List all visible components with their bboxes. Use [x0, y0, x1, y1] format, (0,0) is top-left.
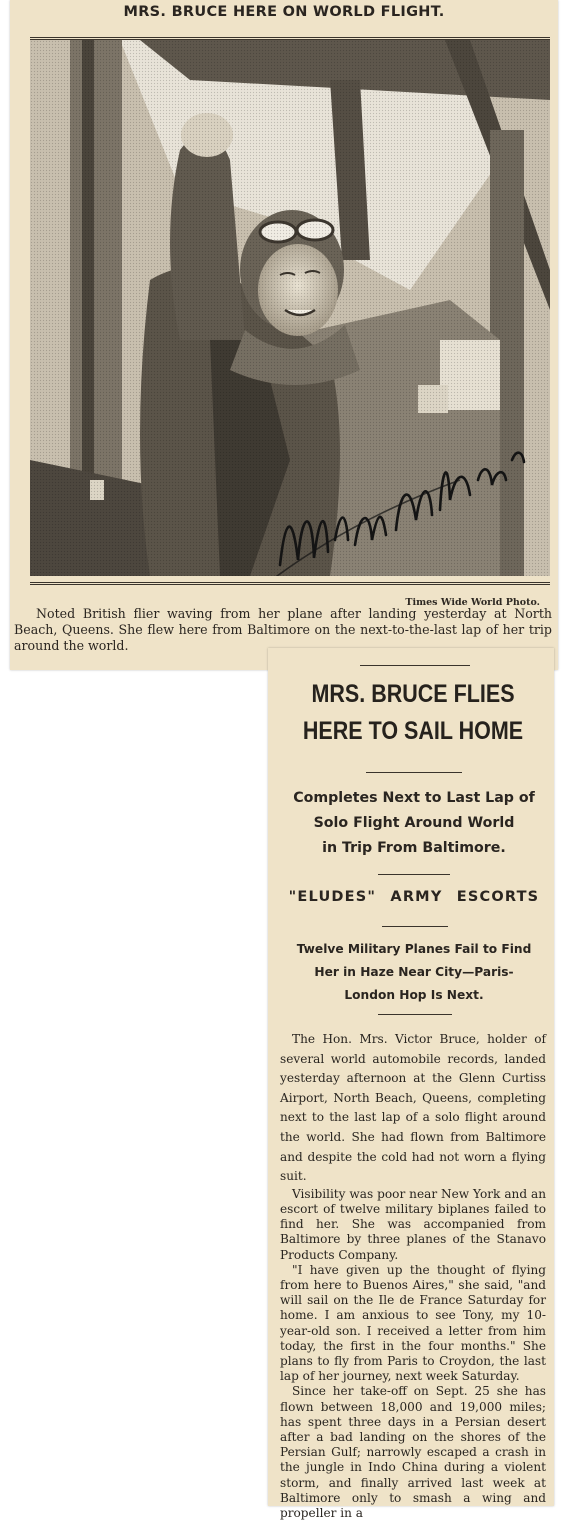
deck-line: Solo Flight Around World [313, 815, 515, 831]
article-deck [276, 786, 552, 861]
article-paragraph: Since her take-off on Sept. 25 she has flown between 18,000 and 19,000 miles; has spent three days in a Persian desert after a bad landing on the shores of the Persian Gulf; narrowly escaped a crash in the jungle in Indo China during a violent storm, and finally arrived last week at Baltimore only to smash a wing and propeller in a [280, 1384, 546, 1521]
divider-rule [378, 874, 450, 875]
divider-rule [360, 665, 470, 666]
headline-line: HERE TO SAIL HOME [302, 717, 524, 745]
headline-line: MRS. BRUCE FLIES [311, 680, 515, 708]
deck-line: in Trip From Baltimore. [322, 840, 506, 856]
divider-rule [366, 772, 462, 773]
article-body [280, 1030, 546, 1521]
article-paragraph: Visibility was poor near New York and an escort of twelve military biplanes failed to find her. She was accompanied from Baltimore by three planes of the Stanavo Products Company. [280, 1186, 546, 1262]
subdeck-line: Twelve Military Planes Fail to Find [296, 942, 532, 956]
article-paragraph: The Hon. Mrs. Victor Bruce, holder of several world automobile records, landed yesterday afternoon at the Glenn Curtiss Airport, North Beach, Queens, completing next to the last lap of a solo flight around the world. She had flown from Baltimore and despite the cold had not worn a flying suit. [280, 1032, 546, 1184]
divider-rule [378, 1014, 452, 1015]
deck-line: Completes Next to Last Lap of [293, 790, 535, 806]
subdeck-line: Her in Haze Near City—Paris- [314, 965, 514, 979]
news-photo [30, 37, 550, 585]
divider-rule [382, 926, 448, 927]
article-crosshead: "ELUDES" ARMY ESCORTS [288, 889, 540, 905]
photo-headline: MRS. BRUCE HERE ON WORLD FLIGHT. [123, 4, 445, 20]
photo-credit: Times Wide World Photo. [405, 597, 540, 608]
article-subdeck [278, 938, 550, 1007]
article-headline [292, 676, 535, 750]
article-paragraph: "I have given up the thought of flying from here to Buenos Aires," she said, "and will sail on the Ile de France Saturday for home. I am anxious to see Tony, my 10-year-old son. I received a letter from him today, the first in the four months." She plans to fly from Paris to Croydon, the last lap of her journey, next week Saturday. [280, 1262, 546, 1384]
photo-caption: Noted British flier waving from her plane after landing yesterday at North Beach, Queens. She flew here from Baltimore on the next-to-the-last lap of her trip around the world. [14, 606, 552, 653]
subdeck-line: London Hop Is Next. [344, 988, 484, 1002]
